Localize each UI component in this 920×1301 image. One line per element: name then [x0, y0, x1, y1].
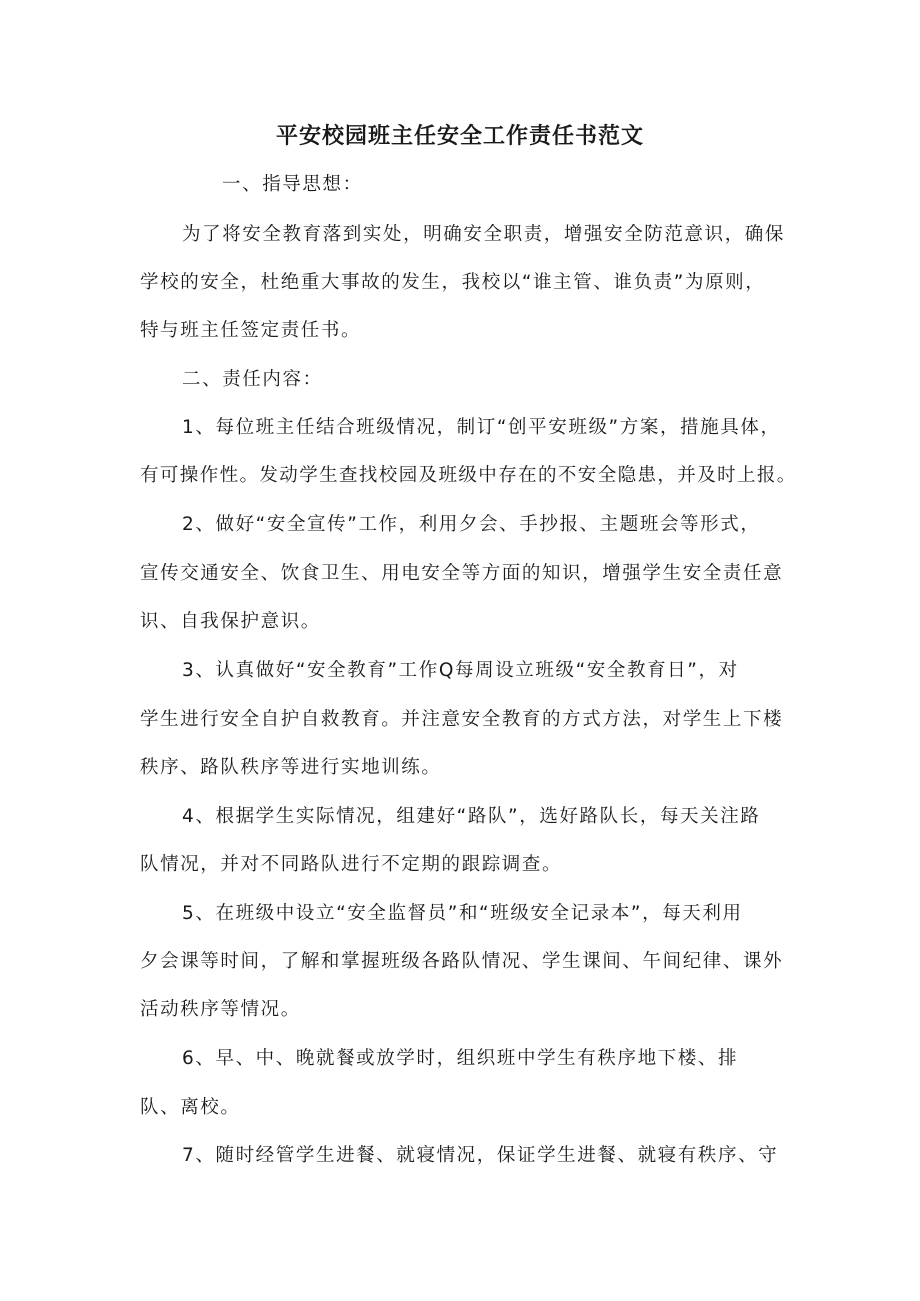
list-item-5-line: 活动秩序等情况。: [140, 999, 301, 1020]
section-heading-responsibilities: 二、责任内容：: [182, 369, 323, 390]
document-title: 平安校园班主任安全工作责任书范文: [275, 124, 644, 149]
list-item-4-line: 4、根据学生实际情况，组建好“路队”，选好路队长，每天关注路: [182, 806, 761, 827]
paragraph-line: 学校的安全，杜绝重大事故的发生，我校以“谁主管、谁负责”为原则，: [140, 272, 766, 293]
paragraph-line: 特与班主任签定责任书。: [140, 320, 362, 341]
list-item-3-line: 秩序、路队秩序等进行实地训练。: [140, 757, 442, 778]
list-item-5-line: 夕会课等时间，了解和掌握班级各路队情况、学生课间、午间纪律、课外: [140, 951, 784, 972]
list-item-1-line: 有可操作性。发动学生查找校园及班级中存在的不安全隐患，并及时上报。: [140, 465, 797, 486]
paragraph-line: 为了将安全教育落到实处，明确安全职责，增强安全防范意识，确保: [182, 224, 786, 245]
list-item-6-line: 6、早、中、晚就餐或放学时，组织班中学生有秩序地下楼、排: [182, 1048, 739, 1069]
list-item-4-line: 队情况，并对不同路队进行不定期的跟踪调查。: [140, 854, 563, 875]
list-item-1-line: 1、每位班主任结合班级情况，制订“创平安班级”方案，措施具体，: [182, 417, 781, 438]
list-item-6-line: 队、离校。: [140, 1097, 241, 1118]
list-item-7-line: 7、随时经管学生进餐、就寝情况，保证学生进餐、就寝有秩序、守: [182, 1145, 779, 1166]
list-item-2-line: 2、做好“安全宣传”工作，利用夕会、手抄报、主题班会等形式，: [182, 514, 761, 535]
list-item-3-line: 学生进行安全自护自救教育。并注意安全教育的方式方法，对学生上下楼: [140, 709, 784, 730]
list-item-3-line: 3、认真做好“安全教育”工作Q每周设立班级“安全教育日”，对: [182, 660, 739, 681]
list-item-5-line: 5、在班级中设立“安全监督员”和“班级安全记录本”，每天利用: [182, 903, 743, 924]
list-item-2-line: 识、自我保护意识。: [140, 611, 321, 632]
section-heading-guiding-ideology: 一、指导思想：: [222, 174, 363, 195]
list-item-2-line: 宣传交通安全、饮食卫生、用电安全等方面的知识，增强学生安全责任意: [140, 563, 784, 584]
